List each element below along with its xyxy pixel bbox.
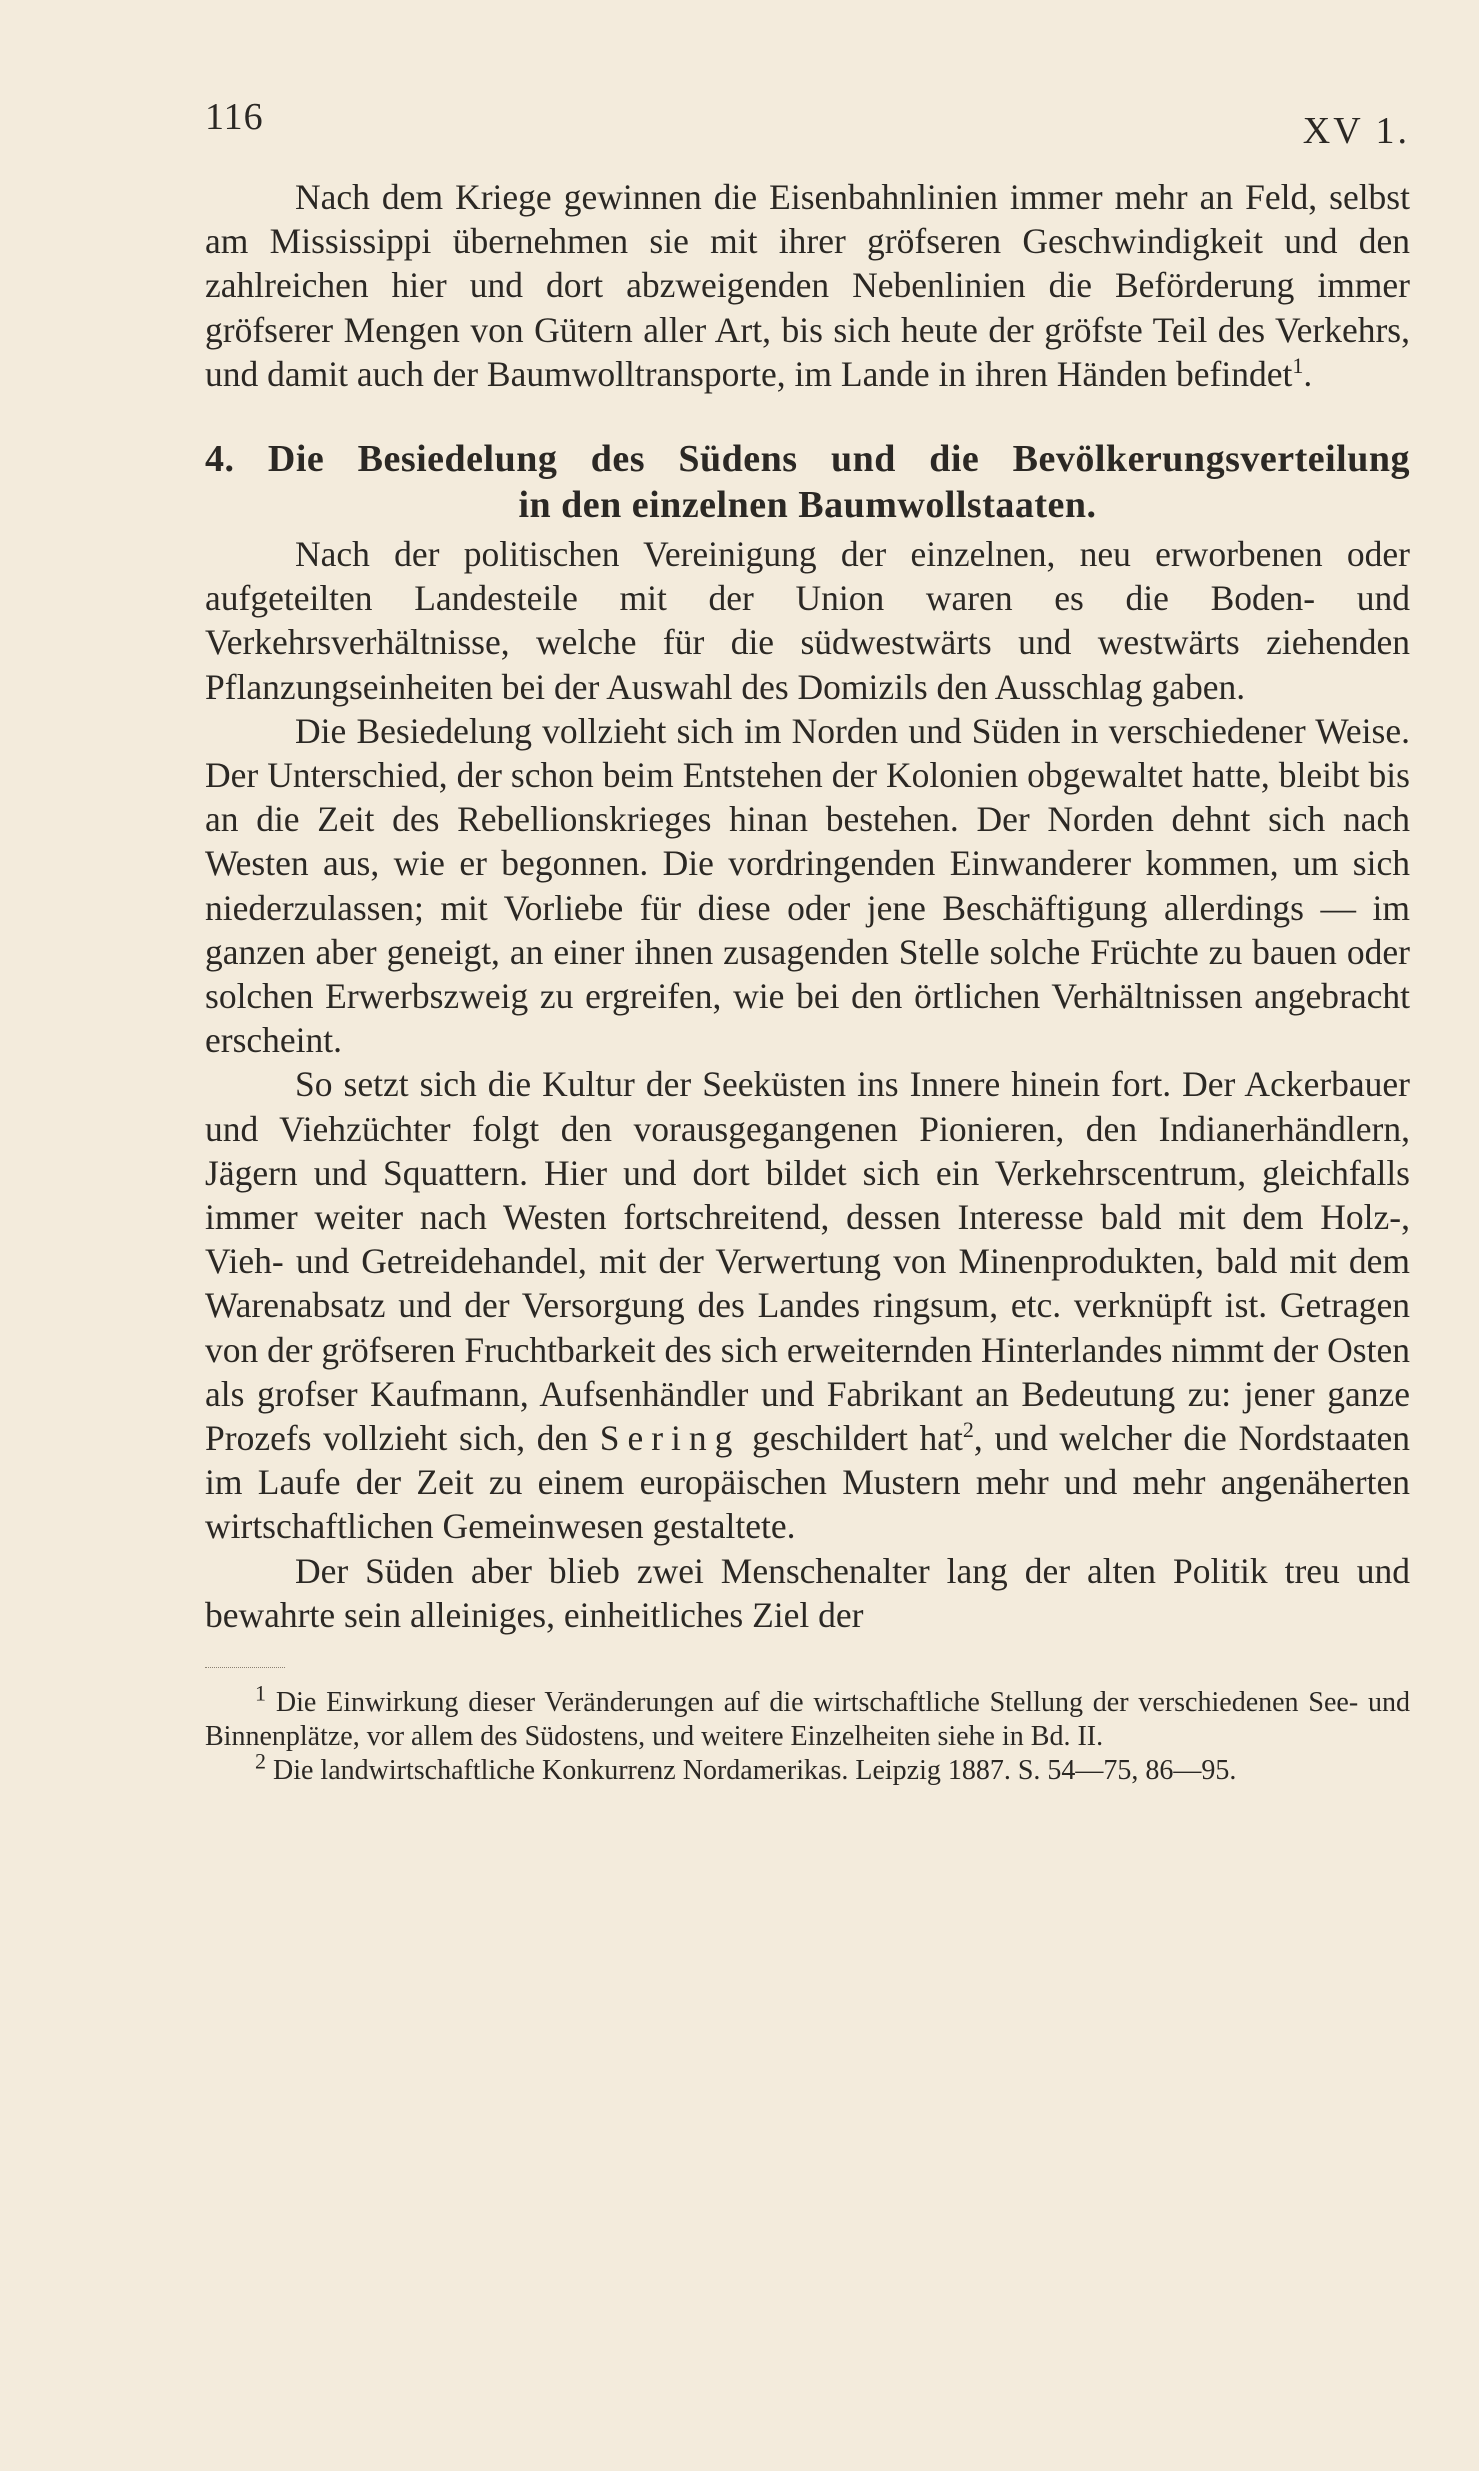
author-name-sering: Sering xyxy=(599,1418,741,1459)
paragraph-settlement: Die Besiedelung vollzieht sich im Norden und Süden in verschiedener Weise. Der Unterschied, der schon beim Entstehen der Kolonien obgewaltet hatte, bleibt bis an die Zeit des Rebellionskrieges hinan bestehen. Der Norden dehnt sich nach Westen aus, wie er begonnen. Die vordringenden Einwanderer kommen, um sich niederzulassen; mit Vorliebe für diese oder jene Beschäftigung allerdings — im ganzen aber geneigt, an einer ihnen zusagenden Stelle solche Früchte zu bauen oder solchen Erwerbszweig zu ergreifen, wie bei den örtlichen Verhältnissen angebracht erscheint. xyxy=(205,710,1410,1061)
page-header xyxy=(205,95,1410,175)
paragraph-railways-end: . xyxy=(1303,353,1313,394)
footnote-2-mark: 2 xyxy=(255,1748,266,1774)
section-heading-line-2: in den einzelnen Baumwollstaaten. xyxy=(518,484,1097,527)
paragraph-railways xyxy=(205,175,1410,396)
paragraph-culture xyxy=(205,1062,1410,1548)
footnote-ref-2[interactable]: 2 xyxy=(962,1417,974,1443)
footnote-1-text: Die Einwirkung dieser Veränderungen auf die wirtschaftliche Stellung der verschiedenen See- und Binnenplätze, vor allem des Südostens, und weitere Einzelheiten siehe in Bd. II. xyxy=(205,1687,1410,1753)
page-number: 116 xyxy=(205,96,264,138)
footnote-1 xyxy=(205,1680,1410,1754)
chapter-signature: XV 1. xyxy=(1302,110,1410,152)
paragraph-railways-text: Nach dem Kriege gewinnen die Eisenbahnlinien immer mehr an Feld, selbst am Mississippi übernehmen sie mit ihrer gröfseren Geschwindigkeit und den zahlreichen hier und dort abzweigenden Nebenlinien die Beförderung immer gröfserer Mengen von Gütern aller Art, bis sich heute der gröfste Teil des Verkehrs, und damit auch der Baumwolltransporte, im Lande in ihren Händen befindet xyxy=(205,177,1410,394)
paragraph-union: Nach der politischen Vereinigung der einzelnen, neu erworbenen oder aufgeteilten Landesteile mit der Union waren es die Boden- und Verkehrsverhältnisse, welche für die südwestwärts und westwärts ziehenden Pflanzungseinheiten bei der Auswahl des Domizils den Ausschlag gaben. xyxy=(205,534,1410,707)
footnote-divider xyxy=(205,1667,285,1686)
footnote-ref-1[interactable]: 1 xyxy=(1292,352,1304,378)
footnote-2 xyxy=(205,1748,1410,1788)
paragraph-culture-text: So setzt sich die Kultur der Seeküsten ins Innere hinein fort. Der Ackerbauer und Viehzüchter folgt den vorausgegangenen Pionieren, den Indianerhändlern, Jägern und Squattern. Hier und dort bildet sich ein Verkehrscentrum, gleichfalls immer weiter nach Westen fortschreitend, dessen Interesse bald mit dem Holz-, Vieh- und Getreidehandel, mit der Verwertung von Minenprodukten, bald mit dem Warenabsatz und der Versorgung des Landes ringsum, etc. verknüpft ist. Getragen von der gröfseren Fruchtbarkeit des sich erweiternden Hinterlandes nimmt der Osten als grofser Kaufmann, Aufsenhändler und Fabrikant an Bedeutung zu: jener ganze Prozefs vollzieht sich, den xyxy=(205,1064,1410,1459)
book-page xyxy=(205,95,1410,1788)
footnotes xyxy=(205,1680,1410,1788)
section-heading-line-1: 4. Die Besiedelung des Südens und die Bevölkerungsverteilung xyxy=(205,438,1410,481)
paragraph-culture-end: , und welcher die Nordstaaten im Laufe der Zeit zu einem europäischen Mustern mehr und mehr angenäherten wirtschaftlichen Gemeinwesen gestaltete. xyxy=(205,1418,1411,1547)
paragraph-culture-mid: geschildert hat xyxy=(752,1418,963,1459)
paragraph-south: Der Süden aber blieb zwei Menschenalter lang der alten Politik treu und bewahrte sein alleiniges, einheitliches Ziel der xyxy=(205,1550,1410,1635)
footnote-2-text: Die landwirtschaftliche Konkurrenz Nordamerikas. Leipzig 1887. S. 54—75, 86—95. xyxy=(273,1755,1237,1787)
section-heading xyxy=(205,436,1410,528)
footnote-1-mark: 1 xyxy=(255,1680,266,1706)
